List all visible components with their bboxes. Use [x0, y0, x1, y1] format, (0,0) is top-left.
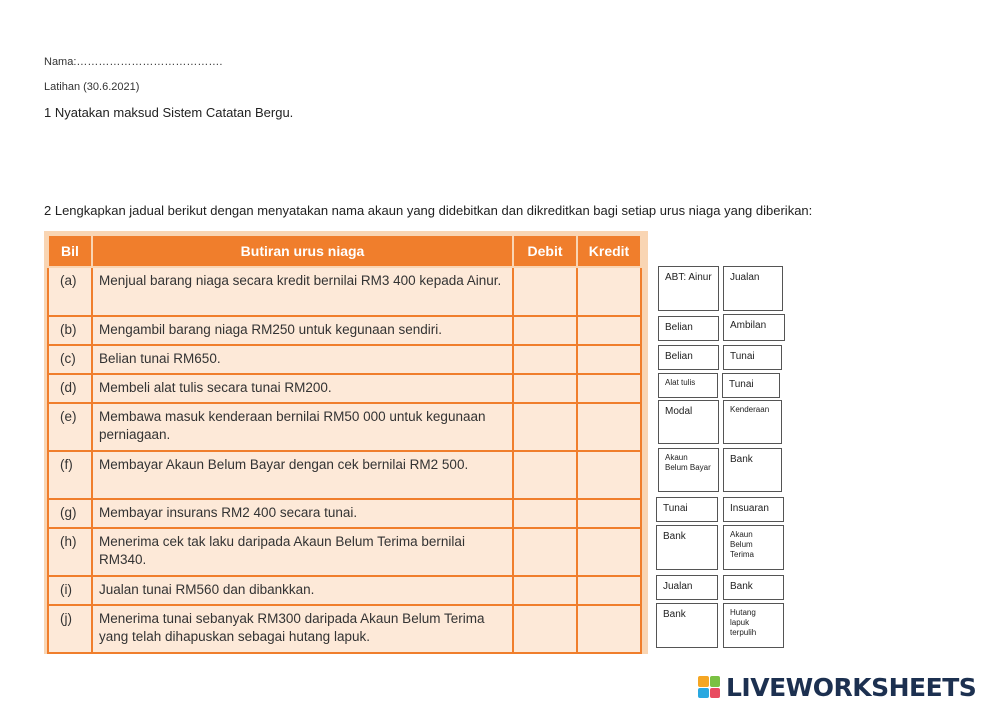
logo-square	[698, 688, 709, 699]
debit-drop-zone[interactable]	[513, 374, 577, 403]
answer-card[interactable]: Belian	[658, 316, 719, 341]
debit-drop-zone[interactable]	[513, 576, 577, 605]
answer-card[interactable]: Jualan	[656, 575, 718, 600]
answer-card[interactable]: Akaun Belum Terima	[723, 525, 784, 570]
kredit-drop-zone[interactable]	[577, 499, 641, 528]
answer-card[interactable]: Ambilan	[723, 314, 785, 341]
table-row	[48, 267, 641, 316]
answer-card[interactable]: Bank	[723, 448, 782, 492]
row-bil: (i)	[48, 576, 92, 605]
header-debit: Debit	[513, 235, 577, 267]
row-text: Jualan tunai RM560 dan dibankkan.	[92, 576, 513, 605]
logo-square	[710, 688, 721, 699]
row-bil: (g)	[48, 499, 92, 528]
logo-square	[698, 676, 709, 687]
table-row	[48, 316, 641, 345]
answer-card[interactable]: Bank	[656, 525, 718, 570]
kredit-drop-zone[interactable]	[577, 316, 641, 345]
table-row	[48, 605, 641, 653]
row-bil: (b)	[48, 316, 92, 345]
table-row	[48, 499, 641, 528]
answer-card[interactable]: Tunai	[723, 345, 782, 370]
table-row	[48, 403, 641, 451]
kredit-drop-zone[interactable]	[577, 528, 641, 576]
answer-card[interactable]: ABT: Ainur	[658, 266, 719, 311]
kredit-drop-zone[interactable]	[577, 345, 641, 374]
row-bil: (c)	[48, 345, 92, 374]
answer-card[interactable]: Belian	[658, 345, 719, 370]
answer-card[interactable]: Insuaran	[723, 497, 784, 522]
table-row	[48, 528, 641, 576]
row-text: Mengambil barang niaga RM250 untuk kegunaan sendiri.	[92, 316, 513, 345]
row-text: Membayar Akaun Belum Bayar dengan cek bernilai RM2 500.	[92, 451, 513, 499]
answer-card[interactable]: Tunai	[722, 373, 780, 398]
row-text: Menerima tunai sebanyak RM300 daripada Akaun Belum Terima yang telah dihapuskan sebagai hutang lapuk.	[92, 605, 513, 653]
answer-card[interactable]: Bank	[723, 575, 784, 600]
table-row	[48, 374, 641, 403]
kredit-drop-zone[interactable]	[577, 403, 641, 451]
kredit-drop-zone[interactable]	[577, 576, 641, 605]
kredit-drop-zone[interactable]	[577, 451, 641, 499]
header-butiran: Butiran urus niaga	[92, 235, 513, 267]
header-kredit: Kredit	[577, 235, 641, 267]
answer-card[interactable]: Alat tulis	[658, 373, 718, 398]
kredit-drop-zone[interactable]	[577, 267, 641, 316]
kredit-drop-zone[interactable]	[577, 374, 641, 403]
table-row	[48, 576, 641, 605]
debit-drop-zone[interactable]	[513, 499, 577, 528]
row-bil: (j)	[48, 605, 92, 653]
row-text: Membawa masuk kenderaan bernilai RM50 000 untuk kegunaan perniagaan.	[92, 403, 513, 451]
header-bil: Bil	[48, 235, 92, 267]
answer-card[interactable]: Bank	[656, 603, 718, 648]
exercise-date: Latihan (30.6.2021)	[44, 81, 140, 93]
row-text: Membeli alat tulis secara tunai RM200.	[92, 374, 513, 403]
row-bil: (e)	[48, 403, 92, 451]
row-bil: (f)	[48, 451, 92, 499]
answer-card[interactable]: Tunai	[656, 497, 718, 522]
answer-card[interactable]: Jualan	[723, 266, 783, 311]
debit-drop-zone[interactable]	[513, 316, 577, 345]
answer-card[interactable]: Kenderaan	[723, 400, 782, 444]
debit-drop-zone[interactable]	[513, 267, 577, 316]
debit-drop-zone[interactable]	[513, 403, 577, 451]
name-field: Nama:………………………………….	[44, 56, 223, 68]
answer-card[interactable]: Hutang lapuk terpulih	[723, 603, 784, 648]
debit-drop-zone[interactable]	[513, 605, 577, 653]
debit-drop-zone[interactable]	[513, 528, 577, 576]
logo-mark-icon	[698, 676, 720, 698]
transactions-table-frame	[44, 231, 648, 654]
table-header-row	[48, 235, 641, 267]
row-bil: (d)	[48, 374, 92, 403]
row-text: Membayar insurans RM2 400 secara tunai.	[92, 499, 513, 528]
table-row	[48, 451, 641, 499]
logo-text: LIVEWORKSHEETS	[726, 672, 977, 702]
transactions-table	[47, 234, 642, 654]
row-text: Belian tunai RM650.	[92, 345, 513, 374]
answer-card[interactable]: Modal	[658, 400, 719, 444]
question-1: 1 Nyatakan maksud Sistem Catatan Bergu.	[44, 105, 294, 120]
row-text: Menjual barang niaga secara kredit bernilai RM3 400 kepada Ainur.	[92, 267, 513, 316]
question-2: 2 Lengkapkan jadual berikut dengan menyatakan nama akaun yang didebitkan dan dikreditkan bagi setiap urus niaga yang diberikan:	[44, 203, 813, 218]
debit-drop-zone[interactable]	[513, 451, 577, 499]
kredit-drop-zone[interactable]	[577, 605, 641, 653]
answer-card[interactable]: Akaun Belum Bayar	[658, 448, 719, 492]
row-bil: (h)	[48, 528, 92, 576]
row-text: Menerima cek tak laku daripada Akaun Belum Terima bernilai RM340.	[92, 528, 513, 576]
row-bil: (a)	[48, 267, 92, 316]
liveworksheets-logo	[698, 672, 976, 702]
table-row	[48, 345, 641, 374]
debit-drop-zone[interactable]	[513, 345, 577, 374]
logo-square	[710, 676, 721, 687]
